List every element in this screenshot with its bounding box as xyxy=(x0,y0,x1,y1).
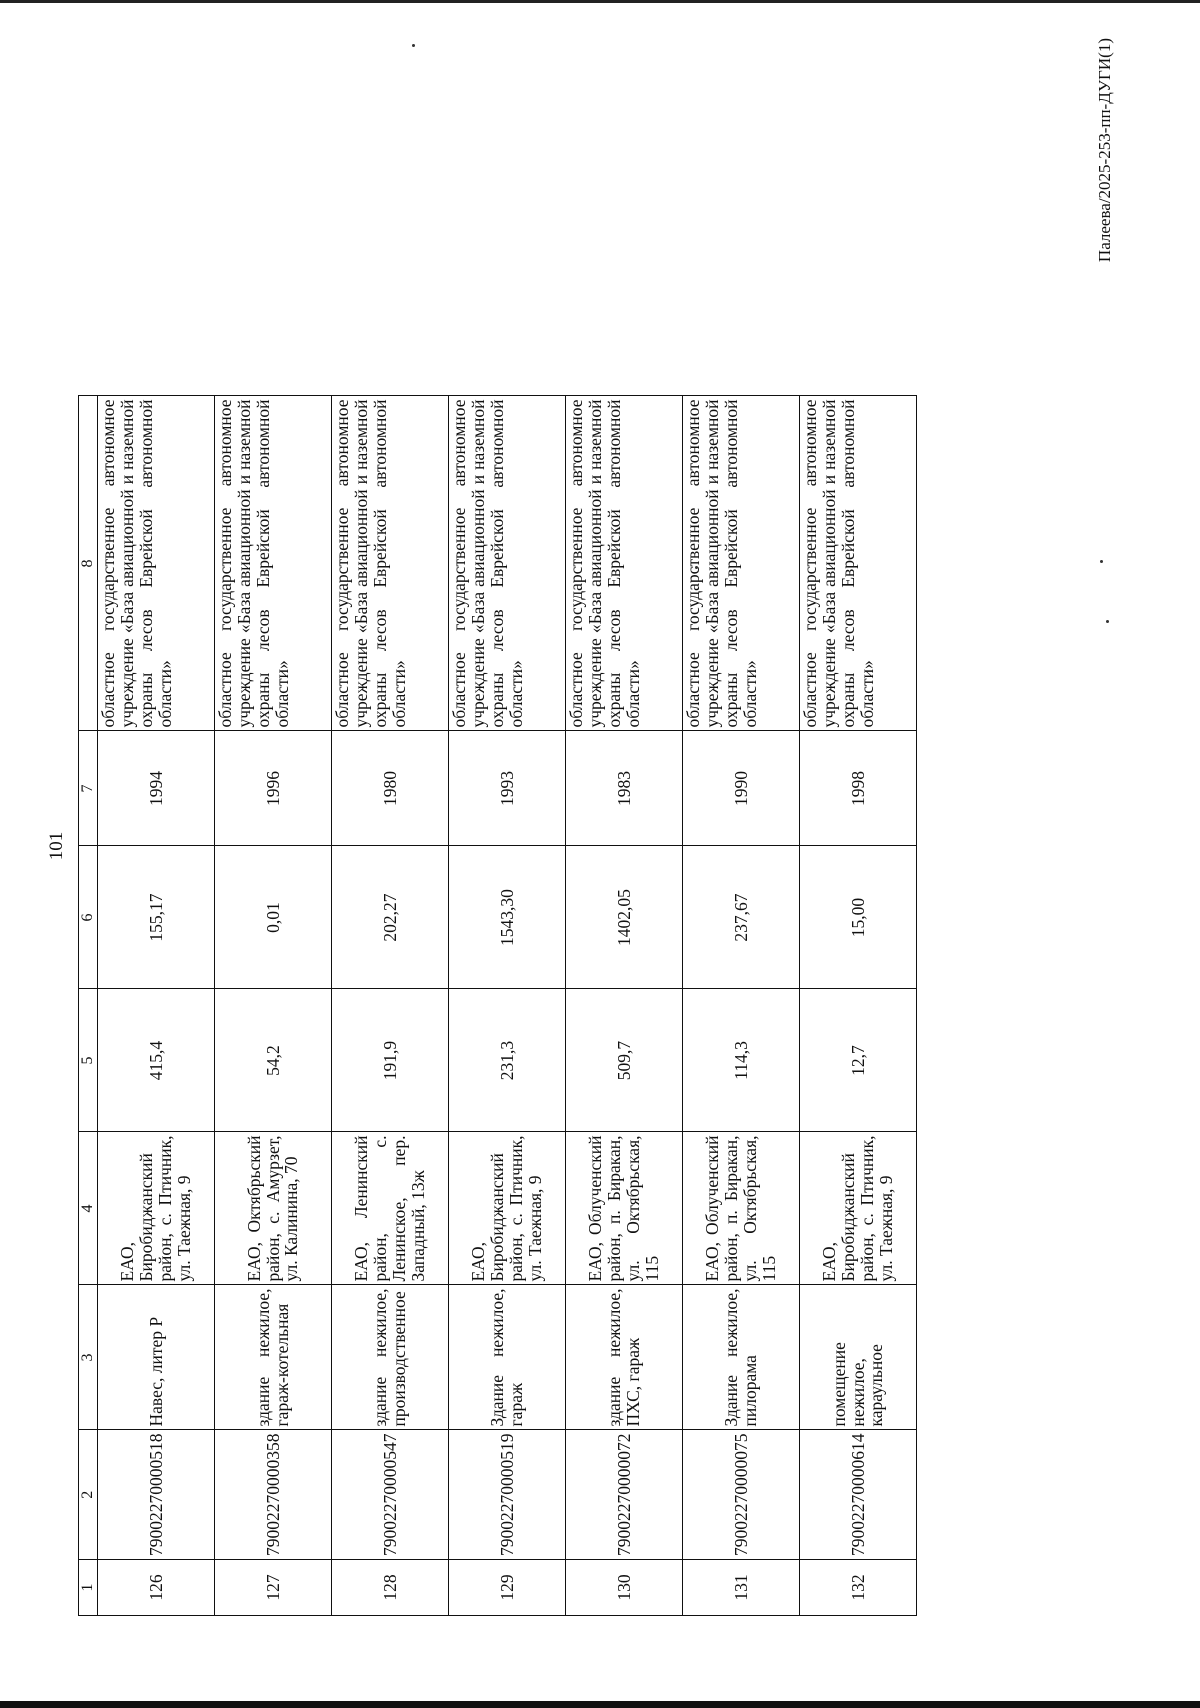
table-row xyxy=(98,396,215,1616)
table-row xyxy=(449,396,566,1616)
object-address: ЕАО, Ленинский район, с. Ленинское, пер. Западный, 13ж xyxy=(332,1132,449,1285)
cadastral-number: 79002270000518 xyxy=(98,1430,215,1560)
column-number: 7 xyxy=(79,731,98,846)
object-value: 155,17 xyxy=(98,846,215,989)
row-number: 131 xyxy=(683,1560,800,1616)
row-number: 129 xyxy=(449,1560,566,1616)
cadastral-number: 79002270000075 xyxy=(683,1430,800,1560)
object-owner: областное государственное автономное учреждение «База авиационной и наземной охраны лесов Еврейской автономной области» xyxy=(566,396,683,731)
cadastral-number: 79002270000072 xyxy=(566,1430,683,1560)
column-number: 5 xyxy=(79,989,98,1132)
cadastral-number: 79002270000547 xyxy=(332,1430,449,1560)
object-year: 1996 xyxy=(215,731,332,846)
object-owner: областное государственное автономное учреждение «База авиационной и наземной охраны лесов Еврейской автономной области» xyxy=(215,396,332,731)
object-address: ЕАО, Октябрьский район, с. Амурзет, ул. Калинина, 70 xyxy=(215,1132,332,1285)
object-area: 415,4 xyxy=(98,989,215,1132)
object-name: здание нежилое, ПХС, гараж xyxy=(566,1285,683,1430)
object-year: 1990 xyxy=(683,731,800,846)
cadastral-number: 79002270000358 xyxy=(215,1430,332,1560)
column-number: 1 xyxy=(79,1560,98,1616)
column-number: 3 xyxy=(79,1285,98,1430)
column-number: 4 xyxy=(79,1132,98,1285)
table-row xyxy=(683,396,800,1616)
row-number: 127 xyxy=(215,1560,332,1616)
object-owner: областное государственное автономное учреждение «База авиационной и наземной охраны лесов Еврейской автономной области» xyxy=(332,396,449,731)
object-name: здание нежилое, производственное xyxy=(332,1285,449,1430)
object-year: 1983 xyxy=(566,731,683,846)
object-address: ЕАО, Облученский район, п. Биракан, ул. Октябрьская, 115 xyxy=(683,1132,800,1285)
object-area: 12,7 xyxy=(800,989,917,1132)
object-owner: областное государственное автономное учреждение «База авиационной и наземной охраны лесов Еврейской автономной области» xyxy=(449,396,566,731)
object-year: 1998 xyxy=(800,731,917,846)
object-value: 202,27 xyxy=(332,846,449,989)
object-area: 191,9 xyxy=(332,989,449,1132)
column-number: 8 xyxy=(79,396,98,731)
row-number: 126 xyxy=(98,1560,215,1616)
object-name: Навес, литер Р xyxy=(98,1285,215,1430)
table-row xyxy=(215,396,332,1616)
table-row xyxy=(566,396,683,1616)
object-area: 509,7 xyxy=(566,989,683,1132)
page-number: 101 xyxy=(46,831,67,861)
cadastral-number: 79002270000519 xyxy=(449,1430,566,1560)
object-area: 54,2 xyxy=(215,989,332,1132)
object-year: 1980 xyxy=(332,731,449,846)
object-name: помещение нежилое, караульное xyxy=(800,1285,917,1430)
object-address: ЕАО, Биробиджанский район, с. Птичник, ул. Таежная, 9 xyxy=(800,1132,917,1285)
object-value: 0,01 xyxy=(215,846,332,989)
object-name: Здание нежилое, пилорама xyxy=(683,1285,800,1430)
object-year: 1993 xyxy=(449,731,566,846)
row-number: 132 xyxy=(800,1560,917,1616)
object-value: 237,67 xyxy=(683,846,800,989)
document-code: Палеева/2025-253-пп-ДУГИ(1) xyxy=(1095,38,1114,263)
object-address: ЕАО, Облученский район, п. Биракан, ул. Октябрьская, 115 xyxy=(566,1132,683,1285)
column-number: 2 xyxy=(79,1430,98,1560)
object-name: Здание нежилое, гараж xyxy=(449,1285,566,1430)
table-row xyxy=(332,396,449,1616)
row-number: 128 xyxy=(332,1560,449,1616)
object-value: 15,00 xyxy=(800,846,917,989)
object-area: 114,3 xyxy=(683,989,800,1132)
object-owner: областное государственное автономное учреждение «База авиационной и наземной охраны лесов Еврейской автономной области» xyxy=(683,396,800,731)
object-address: ЕАО, Биробиджанский район, с. Птичник, ул. Таежная, 9 xyxy=(449,1132,566,1285)
object-value: 1402,05 xyxy=(566,846,683,989)
object-owner: областное государственное автономное учреждение «База авиационной и наземной охраны лесов Еврейской автономной области» xyxy=(98,396,215,731)
object-area: 231,3 xyxy=(449,989,566,1132)
cadastral-number: 79002270000614 xyxy=(800,1430,917,1560)
object-owner: областное государственное автономное учреждение «База авиационной и наземной охраны лесов Еврейской автономной области» xyxy=(800,396,917,731)
column-number: 6 xyxy=(79,846,98,989)
property-register-table xyxy=(78,396,917,1617)
row-number: 130 xyxy=(566,1560,683,1616)
table-row xyxy=(800,396,917,1616)
object-name: здание нежилое, гараж-котельная xyxy=(215,1285,332,1430)
object-value: 1543,30 xyxy=(449,846,566,989)
object-address: ЕАО, Биробиджанский район, с. Птичник, ул. Таежная, 9 xyxy=(98,1132,215,1285)
object-year: 1994 xyxy=(98,731,215,846)
column-number-row xyxy=(79,396,98,1616)
